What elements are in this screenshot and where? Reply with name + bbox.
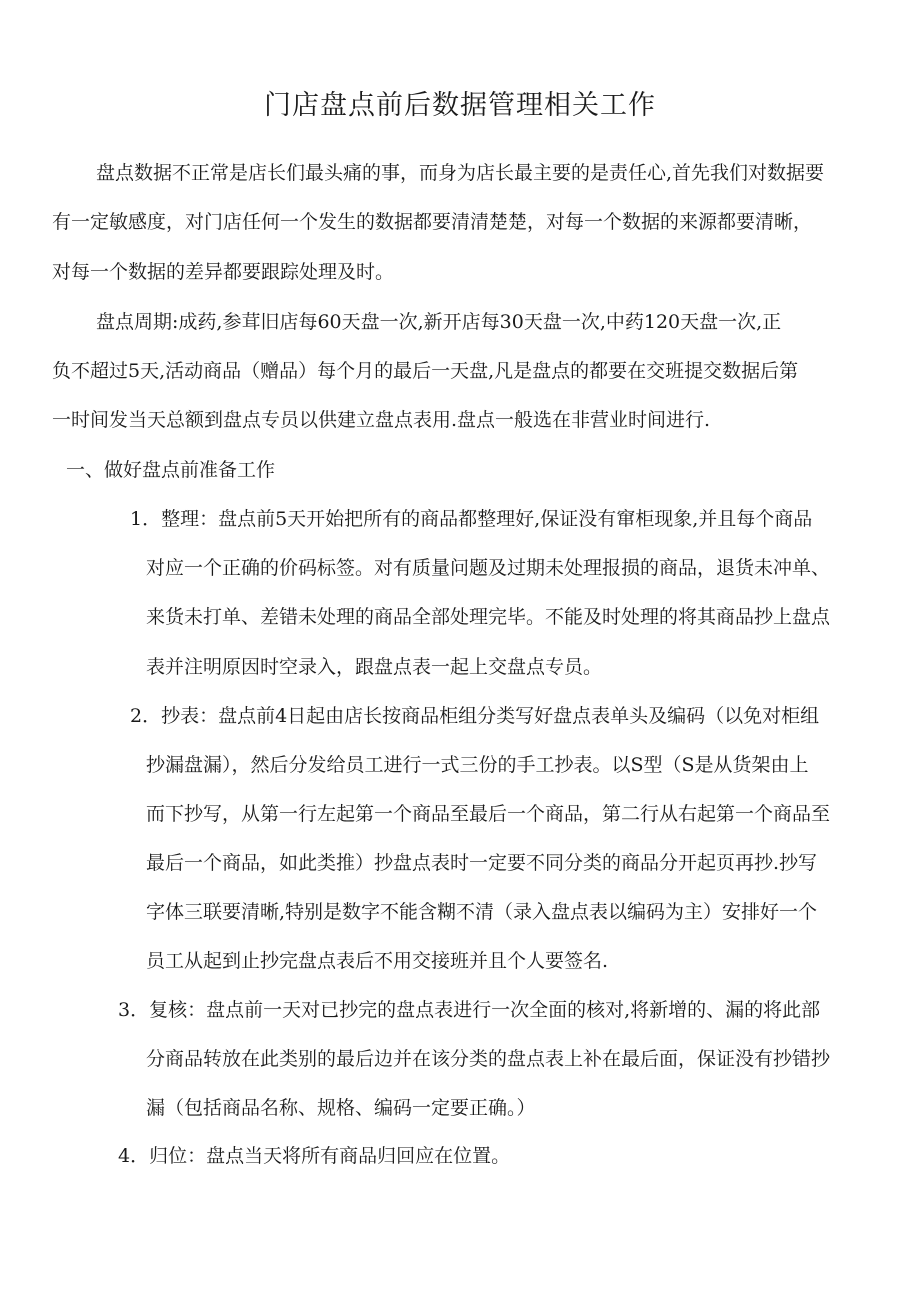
document-title: 门店盘点前后数据管理相关工作 [264, 90, 656, 121]
list-item-text: 字体三联要清晰,特别是数字不能含糊不清（录入盘点表以编码为主）安排好一个 [146, 901, 818, 923]
list-item-first-line [130, 701, 819, 731]
list-item-text: 表并注明原因时空录入，跟盘点表一起上交盘点专员。 [146, 656, 603, 678]
list-item-text: 对应一个正确的价码标签。对有质量问题及过期未处理报损的商品，退货未冲单、 [146, 557, 831, 579]
list-item-number: 3． [118, 999, 150, 1021]
list-item-first-line [118, 995, 820, 1025]
cycle-line: 一时间发当天总额到盘点专员以供建立盘点表用.盘点一般选在非营业时间进行. [52, 409, 711, 431]
list-item-number: 4． [118, 1145, 150, 1167]
list-item-text: 归位：盘点当天将所有商品归回应在位置。 [149, 1145, 511, 1167]
section-heading: 一、做好盘点前准备工作 [66, 459, 276, 481]
list-item-text: 而下抄写，从第一行左起第一个商品至最后一个商品，第二行从右起第一个商品至 [146, 803, 831, 825]
list-item-text: 整理：盘点前5天开始把所有的商品都整理好,保证没有窜柜现象,并且每个商品 [161, 508, 813, 530]
list-item-text: 来货未打单、差错未处理的商品全部处理完毕。不能及时处理的将其商品抄上盘点 [146, 606, 831, 628]
list-item-text: 抄漏盘漏），然后分发给员工进行一式三份的手工抄表。以S型（S是从货架由上 [146, 754, 809, 776]
cycle-line: 盘点周期:成药,参茸旧店每60天盘一次,新开店每30天盘一次,中药120天盘一次,正 [96, 311, 782, 333]
intro-line: 盘点数据不正常是店长们最头痛的事，而身为店长最主要的是责任心,首先我们对数据要 [96, 162, 825, 184]
list-item-text: 漏（包括商品名称、规格、编码一定要正确。） [146, 1097, 536, 1119]
list-item-text: 复核：盘点前一天对已抄完的盘点表进行一次全面的核对,将新增的、漏的将此部 [149, 999, 821, 1021]
list-item-number: 1． [130, 508, 162, 530]
list-item-text: 分商品转放在此类别的最后边并在该分类的盘点表上补在最后面，保证没有抄错抄 [146, 1048, 831, 1070]
list-item-text: 抄表：盘点前4日起由店长按商品柜组分类写好盘点表单头及编码（以免对柜组 [161, 705, 820, 727]
cycle-line: 负不超过5天,活动商品（赠品）每个月的最后一天盘,凡是盘点的都要在交班提交数据后第 [52, 360, 799, 382]
list-item-first-line [130, 504, 812, 534]
intro-line: 有一定敏感度，对门店任何一个发生的数据都要清清楚楚，对每一个数据的来源都要清晰， [52, 211, 813, 233]
list-item-text: 最后一个商品，如此类推）抄盘点表时一定要不同分类的商品分开起页再抄.抄写 [146, 852, 818, 874]
intro-line: 对每一个数据的差异都要跟踪处理及时。 [52, 261, 395, 283]
list-item-text: 员工从起到止抄完盘点表后不用交接班并且个人要签名. [146, 950, 609, 972]
list-item-first-line [118, 1141, 510, 1171]
list-item-number: 2． [130, 705, 162, 727]
